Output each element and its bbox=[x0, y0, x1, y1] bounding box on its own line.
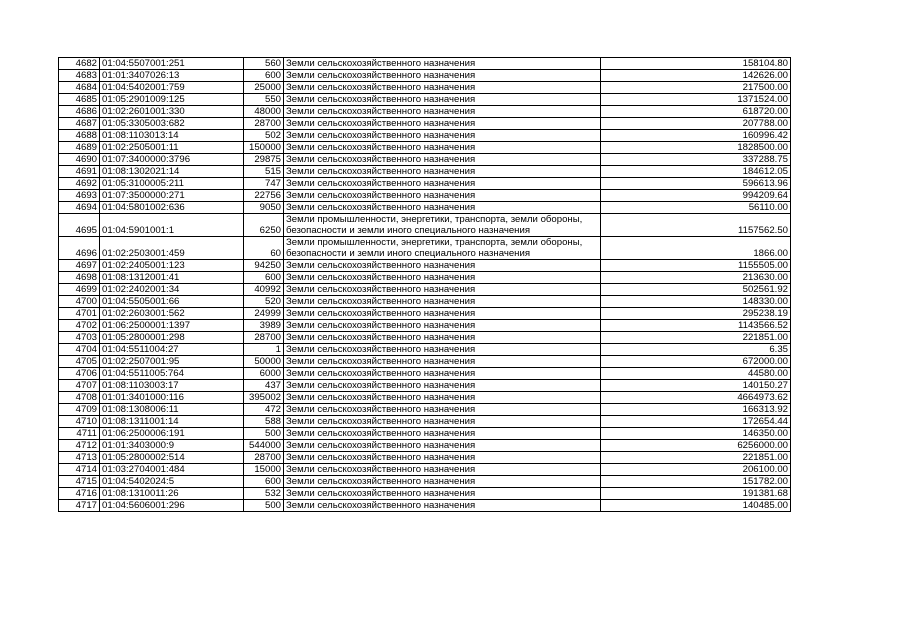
table-row bbox=[59, 296, 791, 308]
row-number-cell: 4716 bbox=[59, 488, 100, 500]
row-number-cell: 4702 bbox=[59, 320, 100, 332]
table-row bbox=[59, 320, 791, 332]
land-category-cell: Земли сельскохозяйственного назначения bbox=[284, 58, 601, 70]
land-category-cell: Земли промышленности, энергетики, транспорта, земли обороны, безопасности и земли иного специального назначения bbox=[284, 214, 601, 237]
land-category-cell: Земли сельскохозяйственного назначения bbox=[284, 392, 601, 404]
row-number-cell: 4689 bbox=[59, 142, 100, 154]
table-row bbox=[59, 260, 791, 272]
cadastral-value-cell: 217500.00 bbox=[601, 82, 791, 94]
row-number-cell: 4717 bbox=[59, 500, 100, 512]
row-number-cell: 4687 bbox=[59, 118, 100, 130]
table-row bbox=[59, 392, 791, 404]
row-number-cell: 4696 bbox=[59, 237, 100, 260]
row-number-cell: 4697 bbox=[59, 260, 100, 272]
area-cell: 9050 bbox=[244, 202, 284, 214]
area-cell: 6250 bbox=[244, 214, 284, 237]
table-row bbox=[59, 284, 791, 296]
cadastral-number-cell: 01:04:5606001:296 bbox=[100, 500, 244, 512]
table-row bbox=[59, 440, 791, 452]
table-row bbox=[59, 166, 791, 178]
table-row bbox=[59, 416, 791, 428]
land-category-cell: Земли сельскохозяйственного назначения bbox=[284, 368, 601, 380]
area-cell: 515 bbox=[244, 166, 284, 178]
table-row bbox=[59, 500, 791, 512]
cadastral-number-cell: 01:08:1103013:14 bbox=[100, 130, 244, 142]
table-row bbox=[59, 202, 791, 214]
cadastral-number-cell: 01:08:1308006:11 bbox=[100, 404, 244, 416]
table-row bbox=[59, 70, 791, 82]
row-number-cell: 4714 bbox=[59, 464, 100, 476]
cadastral-value-cell: 148330.00 bbox=[601, 296, 791, 308]
land-category-cell: Земли сельскохозяйственного назначения bbox=[284, 118, 601, 130]
area-cell: 600 bbox=[244, 70, 284, 82]
area-cell: 500 bbox=[244, 428, 284, 440]
cadastral-number-cell: 01:02:2507001:95 bbox=[100, 356, 244, 368]
table-row bbox=[59, 190, 791, 202]
area-cell: 472 bbox=[244, 404, 284, 416]
cadastral-number-cell: 01:08:1312001:41 bbox=[100, 272, 244, 284]
cadastral-value-cell: 207788.00 bbox=[601, 118, 791, 130]
row-number-cell: 4704 bbox=[59, 344, 100, 356]
cadastral-number-cell: 01:04:5801002:636 bbox=[100, 202, 244, 214]
cadastral-number-cell: 01:08:1310011:26 bbox=[100, 488, 244, 500]
table-row bbox=[59, 82, 791, 94]
row-number-cell: 4712 bbox=[59, 440, 100, 452]
table-row bbox=[59, 178, 791, 190]
cadastral-number-cell: 01:08:1103003:17 bbox=[100, 380, 244, 392]
row-number-cell: 4713 bbox=[59, 452, 100, 464]
area-cell: 29875 bbox=[244, 154, 284, 166]
cadastral-value-table bbox=[58, 57, 791, 512]
area-cell: 48000 bbox=[244, 106, 284, 118]
land-category-cell: Земли сельскохозяйственного назначения bbox=[284, 488, 601, 500]
area-cell: 600 bbox=[244, 272, 284, 284]
row-number-cell: 4700 bbox=[59, 296, 100, 308]
table-row bbox=[59, 332, 791, 344]
land-category-cell: Земли сельскохозяйственного назначения bbox=[284, 452, 601, 464]
cadastral-value-cell: 295238.19 bbox=[601, 308, 791, 320]
row-number-cell: 4695 bbox=[59, 214, 100, 237]
area-cell: 28700 bbox=[244, 118, 284, 130]
cadastral-number-cell: 01:04:5511005:764 bbox=[100, 368, 244, 380]
area-cell: 28700 bbox=[244, 332, 284, 344]
area-cell: 15000 bbox=[244, 464, 284, 476]
land-category-cell: Земли сельскохозяйственного назначения bbox=[284, 380, 601, 392]
cadastral-number-cell: 01:01:3401000:116 bbox=[100, 392, 244, 404]
table-row bbox=[59, 452, 791, 464]
area-cell: 40992 bbox=[244, 284, 284, 296]
row-number-cell: 4709 bbox=[59, 404, 100, 416]
cadastral-number-cell: 01:04:5402001:759 bbox=[100, 82, 244, 94]
area-cell: 544000 bbox=[244, 440, 284, 452]
land-category-cell: Земли сельскохозяйственного назначения bbox=[284, 428, 601, 440]
cadastral-number-cell: 01:02:2402001:34 bbox=[100, 284, 244, 296]
area-cell: 550 bbox=[244, 94, 284, 106]
cadastral-value-cell: 672000.00 bbox=[601, 356, 791, 368]
table-row bbox=[59, 356, 791, 368]
row-number-cell: 4715 bbox=[59, 476, 100, 488]
cadastral-number-cell: 01:06:2500006:191 bbox=[100, 428, 244, 440]
table-row bbox=[59, 130, 791, 142]
cadastral-value-cell: 1155505.00 bbox=[601, 260, 791, 272]
row-number-cell: 4691 bbox=[59, 166, 100, 178]
land-category-cell: Земли сельскохозяйственного назначения bbox=[284, 404, 601, 416]
table-row bbox=[59, 94, 791, 106]
land-category-cell: Земли сельскохозяйственного назначения bbox=[284, 344, 601, 356]
row-number-cell: 4683 bbox=[59, 70, 100, 82]
cadastral-number-cell: 01:06:2500001:1397 bbox=[100, 320, 244, 332]
row-number-cell: 4694 bbox=[59, 202, 100, 214]
table-row bbox=[59, 154, 791, 166]
cadastral-number-cell: 01:02:2503001:459 bbox=[100, 237, 244, 260]
row-number-cell: 4706 bbox=[59, 368, 100, 380]
cadastral-number-cell: 01:05:2800002:514 bbox=[100, 452, 244, 464]
row-number-cell: 4682 bbox=[59, 58, 100, 70]
area-cell: 588 bbox=[244, 416, 284, 428]
cadastral-number-cell: 01:08:1311001:14 bbox=[100, 416, 244, 428]
area-cell: 22756 bbox=[244, 190, 284, 202]
cadastral-number-cell: 01:04:5511004:27 bbox=[100, 344, 244, 356]
table-row bbox=[59, 106, 791, 118]
table-row bbox=[59, 118, 791, 130]
cadastral-number-cell: 01:03:2704001:484 bbox=[100, 464, 244, 476]
table-row bbox=[59, 488, 791, 500]
land-category-cell: Земли сельскохозяйственного назначения bbox=[284, 464, 601, 476]
land-category-cell: Земли сельскохозяйственного назначения bbox=[284, 82, 601, 94]
area-cell: 437 bbox=[244, 380, 284, 392]
row-number-cell: 4699 bbox=[59, 284, 100, 296]
land-category-cell: Земли сельскохозяйственного назначения bbox=[284, 356, 601, 368]
land-category-cell: Земли сельскохозяйственного назначения bbox=[284, 142, 601, 154]
cadastral-value-cell: 502561.92 bbox=[601, 284, 791, 296]
table-row bbox=[59, 237, 791, 260]
table-row bbox=[59, 464, 791, 476]
cadastral-value-cell: 6.35 bbox=[601, 344, 791, 356]
area-cell: 560 bbox=[244, 58, 284, 70]
table-row bbox=[59, 58, 791, 70]
table-row bbox=[59, 476, 791, 488]
land-category-cell: Земли сельскохозяйственного назначения bbox=[284, 440, 601, 452]
cadastral-value-cell: 142626.00 bbox=[601, 70, 791, 82]
cadastral-number-cell: 01:02:2405001:123 bbox=[100, 260, 244, 272]
area-cell: 600 bbox=[244, 476, 284, 488]
cadastral-number-cell: 01:02:2505001:11 bbox=[100, 142, 244, 154]
row-number-cell: 4701 bbox=[59, 308, 100, 320]
cadastral-number-cell: 01:08:1302021:14 bbox=[100, 166, 244, 178]
cadastral-number-cell: 01:05:2800001:298 bbox=[100, 332, 244, 344]
land-category-cell: Земли сельскохозяйственного назначения bbox=[284, 178, 601, 190]
area-cell: 50000 bbox=[244, 356, 284, 368]
table-row bbox=[59, 380, 791, 392]
land-category-cell: Земли сельскохозяйственного назначения bbox=[284, 272, 601, 284]
row-number-cell: 4707 bbox=[59, 380, 100, 392]
land-category-cell: Земли сельскохозяйственного назначения bbox=[284, 130, 601, 142]
area-cell: 150000 bbox=[244, 142, 284, 154]
row-number-cell: 4708 bbox=[59, 392, 100, 404]
table-row bbox=[59, 308, 791, 320]
table-row bbox=[59, 272, 791, 284]
area-cell: 28700 bbox=[244, 452, 284, 464]
cadastral-value-cell: 1828500.00 bbox=[601, 142, 791, 154]
cadastral-number-cell: 01:02:2601001:330 bbox=[100, 106, 244, 118]
table-body bbox=[59, 58, 791, 512]
land-category-cell: Земли сельскохозяйственного назначения bbox=[284, 260, 601, 272]
cadastral-value-cell: 44580.00 bbox=[601, 368, 791, 380]
area-cell: 94250 bbox=[244, 260, 284, 272]
cadastral-value-cell: 213630.00 bbox=[601, 272, 791, 284]
cadastral-value-cell: 56110.00 bbox=[601, 202, 791, 214]
table-row bbox=[59, 214, 791, 237]
row-number-cell: 4692 bbox=[59, 178, 100, 190]
cadastral-value-cell: 184612.05 bbox=[601, 166, 791, 178]
land-category-cell: Земли сельскохозяйственного назначения bbox=[284, 70, 601, 82]
cadastral-value-cell: 146350.00 bbox=[601, 428, 791, 440]
land-category-cell: Земли сельскохозяйственного назначения bbox=[284, 296, 601, 308]
cadastral-value-cell: 337288.75 bbox=[601, 154, 791, 166]
cadastral-value-cell: 151782.00 bbox=[601, 476, 791, 488]
area-cell: 25000 bbox=[244, 82, 284, 94]
row-number-cell: 4688 bbox=[59, 130, 100, 142]
row-number-cell: 4684 bbox=[59, 82, 100, 94]
land-category-cell: Земли сельскохозяйственного назначения bbox=[284, 94, 601, 106]
land-category-cell: Земли сельскохозяйственного назначения bbox=[284, 202, 601, 214]
cadastral-number-cell: 01:04:5505001:66 bbox=[100, 296, 244, 308]
cadastral-value-cell: 994209.64 bbox=[601, 190, 791, 202]
cadastral-value-cell: 618720.00 bbox=[601, 106, 791, 118]
land-category-cell: Земли сельскохозяйственного назначения bbox=[284, 308, 601, 320]
land-category-cell: Земли сельскохозяйственного назначения bbox=[284, 284, 601, 296]
row-number-cell: 4690 bbox=[59, 154, 100, 166]
cadastral-value-cell: 140485.00 bbox=[601, 500, 791, 512]
row-number-cell: 4693 bbox=[59, 190, 100, 202]
cadastral-number-cell: 01:04:5402024:5 bbox=[100, 476, 244, 488]
area-cell: 1 bbox=[244, 344, 284, 356]
area-cell: 60 bbox=[244, 237, 284, 260]
cadastral-value-cell: 140150.27 bbox=[601, 380, 791, 392]
cadastral-number-cell: 01:01:3407026:13 bbox=[100, 70, 244, 82]
land-category-cell: Земли сельскохозяйственного назначения bbox=[284, 190, 601, 202]
cadastral-value-cell: 160996.42 bbox=[601, 130, 791, 142]
area-cell: 532 bbox=[244, 488, 284, 500]
cadastral-value-cell: 596613.96 bbox=[601, 178, 791, 190]
cadastral-number-cell: 01:05:3305003:682 bbox=[100, 118, 244, 130]
area-cell: 500 bbox=[244, 500, 284, 512]
table-row bbox=[59, 344, 791, 356]
cadastral-number-cell: 01:02:2603001:562 bbox=[100, 308, 244, 320]
table-row bbox=[59, 428, 791, 440]
row-number-cell: 4711 bbox=[59, 428, 100, 440]
cadastral-number-cell: 01:04:5507001:251 bbox=[100, 58, 244, 70]
cadastral-value-cell: 221851.00 bbox=[601, 452, 791, 464]
cadastral-value-cell: 206100.00 bbox=[601, 464, 791, 476]
table-row bbox=[59, 368, 791, 380]
cadastral-value-cell: 166313.92 bbox=[601, 404, 791, 416]
row-number-cell: 4710 bbox=[59, 416, 100, 428]
table-row bbox=[59, 404, 791, 416]
area-cell: 747 bbox=[244, 178, 284, 190]
cadastral-value-cell: 221851.00 bbox=[601, 332, 791, 344]
cadastral-value-cell: 4664973.62 bbox=[601, 392, 791, 404]
area-cell: 520 bbox=[244, 296, 284, 308]
cadastral-number-cell: 01:04:5901001:1 bbox=[100, 214, 244, 237]
area-cell: 502 bbox=[244, 130, 284, 142]
area-cell: 3989 bbox=[244, 320, 284, 332]
land-category-cell: Земли сельскохозяйственного назначения bbox=[284, 320, 601, 332]
land-category-cell: Земли сельскохозяйственного назначения bbox=[284, 416, 601, 428]
row-number-cell: 4705 bbox=[59, 356, 100, 368]
land-category-cell: Земли сельскохозяйственного назначения bbox=[284, 154, 601, 166]
area-cell: 6000 bbox=[244, 368, 284, 380]
cadastral-value-cell: 1157562.50 bbox=[601, 214, 791, 237]
cadastral-value-cell: 1866.00 bbox=[601, 237, 791, 260]
cadastral-value-cell: 1371524.00 bbox=[601, 94, 791, 106]
table-row bbox=[59, 142, 791, 154]
cadastral-value-cell: 1143566.52 bbox=[601, 320, 791, 332]
cadastral-number-cell: 01:07:3500000:271 bbox=[100, 190, 244, 202]
land-category-cell: Земли сельскохозяйственного назначения bbox=[284, 500, 601, 512]
row-number-cell: 4698 bbox=[59, 272, 100, 284]
area-cell: 24999 bbox=[244, 308, 284, 320]
cadastral-value-cell: 191381.68 bbox=[601, 488, 791, 500]
row-number-cell: 4703 bbox=[59, 332, 100, 344]
row-number-cell: 4686 bbox=[59, 106, 100, 118]
cadastral-value-cell: 158104.80 bbox=[601, 58, 791, 70]
cadastral-number-cell: 01:05:2901009:125 bbox=[100, 94, 244, 106]
area-cell: 395002 bbox=[244, 392, 284, 404]
cadastral-value-cell: 172654.44 bbox=[601, 416, 791, 428]
land-category-cell: Земли промышленности, энергетики, транспорта, земли обороны, безопасности и земли иного специального назначения bbox=[284, 237, 601, 260]
land-category-cell: Земли сельскохозяйственного назначения bbox=[284, 476, 601, 488]
land-category-cell: Земли сельскохозяйственного назначения bbox=[284, 106, 601, 118]
cadastral-value-cell: 6256000.00 bbox=[601, 440, 791, 452]
cadastral-number-cell: 01:01:3403000:9 bbox=[100, 440, 244, 452]
cadastral-number-cell: 01:07:3400000:3796 bbox=[100, 154, 244, 166]
land-category-cell: Земли сельскохозяйственного назначения bbox=[284, 166, 601, 178]
row-number-cell: 4685 bbox=[59, 94, 100, 106]
land-category-cell: Земли сельскохозяйственного назначения bbox=[284, 332, 601, 344]
cadastral-number-cell: 01:05:3100005:211 bbox=[100, 178, 244, 190]
